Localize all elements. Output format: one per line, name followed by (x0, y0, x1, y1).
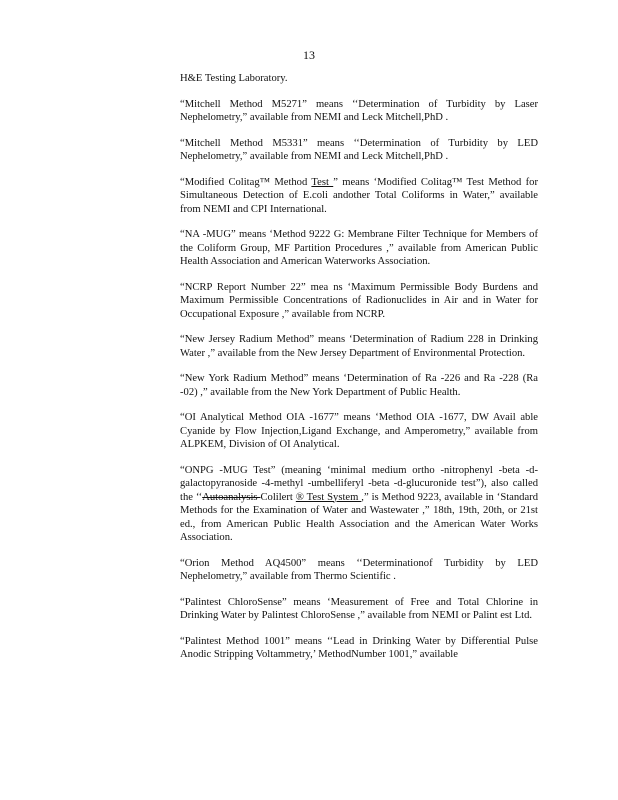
paragraph-orion-aq4500: “Orion Method AQ4500” means ‘‘Determinationof Turbidity by LED Nephelometry,” available from Thermo Scientific . (180, 557, 538, 582)
paragraph-palintest-1001: “Palintest Method 1001” means ‘‘Lead in Drinking Water by Differential Pulse Anodic Stripping Voltammetry,’ MethodNumber 1001,” available (180, 635, 538, 660)
paragraph-na-mug: “NA -MUG” means ‘Method 9222 G: Membrane Filter Technique for Members of the Coliform Group, MF Partition Procedures ,” available from American Public Health Association and American Waterworks Association. (180, 229, 538, 267)
paragraph-new-jersey-radium: “New Jersey Radium Method” means ‘Determination of Radium 228 in Drinking Water ,” available from the New Jersey Department of Environmental Protection. (180, 334, 538, 359)
paragraph-modified-colitag (180, 176, 538, 217)
onpg-text-before: “ONPG -MUG Test” (meaning ‘minimal medium ortho -nitrophenyl -beta -d-galactopyranoside -4-methyl -umbelliferyl -beta -d-glucuronide test”), also called the ‘‘ (180, 464, 538, 503)
onpg-text-after: ,” is Method 9223, available in ‘Standard Methods for the Examination of Water and Wastewater ,” 18th, 19th, 20th, or 21st ed., from American Public Health Association and the American Water Works Association. (180, 491, 538, 543)
paragraph-mitchell-m5271: “Mitchell Method M5271” means ‘‘Determination of Turbidity by Laser Nephelometry,” available from NEMI and Leck Mitchell,PhD . (180, 98, 538, 123)
paragraph-ncrp-report: “NCRP Report Number 22” mea ns ‘Maximum Permissible Body Burdens and Maximum Permissible Concentrations of Radionuclides in Air and in Water for Occupational Exposure ,” available from NCRP. (180, 281, 538, 320)
colitag-underlined-test: Test (311, 176, 334, 188)
paragraph-palintest-chlorosense: “Palintest ChloroSense” means ‘Measurement of Free and Total Chlorine in Drinking Water by Palintest ChloroSense ,” available from NEMI or Palint est Ltd. (180, 596, 538, 621)
body-text (180, 72, 538, 674)
paragraph-new-york-radium: “New York Radium Method” means ‘Determination of Ra -226 and Ra -228 (Ra -02) ,” available from the New York Department of Public Health. (180, 373, 538, 398)
paragraph-oi-analytical: “OI Analytical Method OIA -1677” means ‘Method OIA -1677, DW Avail able Cyanide by Flow Injection,Ligand Exchange, and Amperometry,” available from ALPKEM, Division of OI Analytical. (180, 412, 538, 450)
paragraph-onpg-mug (180, 464, 538, 545)
colitag-text-before: “Modified Colitag™ Method (180, 176, 312, 188)
onpg-text-middle: Colilert (260, 491, 296, 503)
paragraph-mitchell-m5331: “Mitchell Method M5331” means ‘‘Determination of Turbidity by LED Nephelometry,” available from NEMI and Leck Mitchell,PhD . (180, 137, 538, 162)
onpg-underlined-text: ® Test System (295, 491, 362, 503)
page-number: 13 (303, 48, 315, 62)
colitag-text-after: ” means ‘Modified Colitag™ Test Method for Simultaneous Detection of E.coli andother Total Coliforms in Water,” available from NEMI and CPI International. (180, 176, 538, 215)
onpg-struck-text: Autoanalysis (202, 491, 261, 503)
paragraph-he-testing: H&E Testing Laboratory. (180, 73, 288, 84)
